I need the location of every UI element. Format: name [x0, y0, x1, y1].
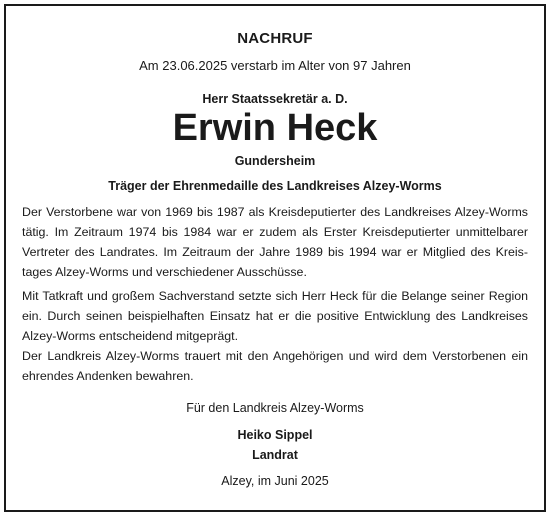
signatory-title: Landrat [252, 448, 298, 462]
honorific-title: Herr Staatssekretär a. D. [202, 92, 348, 106]
paragraph-achievements: Mit Tatkraft und großem Sachverstand setzte sich Herr Heck für die Belange seiner Region ein. Durch seinen beispielhaften Einsatz hat er die positive Entwicklung des Landkreises Alzey-Worms entscheidend mitgeprägt. [22, 289, 528, 343]
paragraph-career: Der Verstorbene war von 1969 bis 1987 als Kreisdeputierter des Landkreises Alzey-Worms tätig. Im Zeitraum 1974 bis 1984 war er zudem als Erster Kreisdeputierter unmittelbarer Vertreter des Landrates. Im Zeitraum der Jahre 1989 bis 1994 war er Mitglied des Kreistages Alzey-Worms und verschiedener Ausschüsse. [22, 205, 528, 279]
deceased-name: Erwin Heck [172, 107, 378, 149]
award-line: Träger der Ehrenmedaille des Landkreises Alzey-Worms [108, 179, 442, 193]
death-date-line: Am 23.06.2025 verstarb im Alter von 97 Jahren [139, 58, 411, 73]
on-behalf-line: Für den Landkreis Alzey-Worms [186, 401, 364, 415]
signatory-name: Heiko Sippel [237, 428, 313, 442]
paragraph-condolence: Der Landkreis Alzey-Worms trauert mit den Angehörigen und wird dem Verstorbenen ein ehrendes Andenken bewahren. [22, 349, 528, 383]
place-date: Alzey, im Juni 2025 [221, 474, 329, 488]
notice-heading: NACHRUF [237, 30, 313, 47]
hometown: Gundersheim [234, 154, 316, 168]
